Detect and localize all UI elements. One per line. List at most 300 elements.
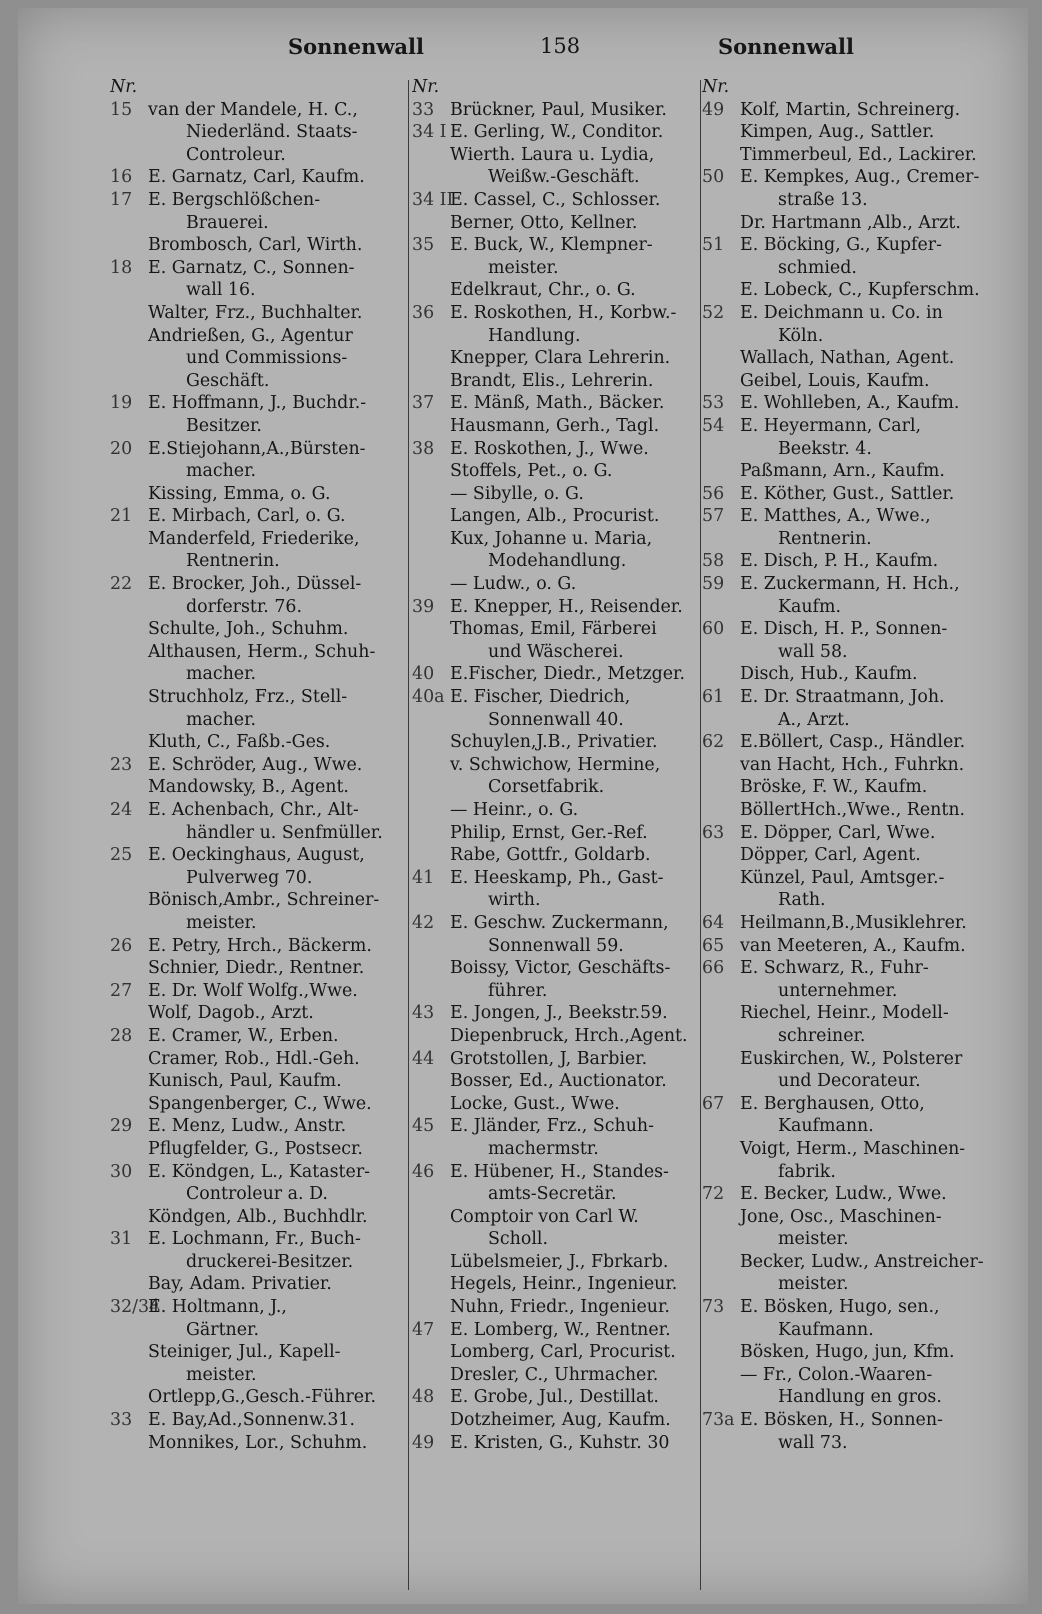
entry-text: Brandt, Elis., Lehrerin.	[450, 370, 654, 391]
resident-row	[110, 1341, 410, 1364]
resident-row	[110, 889, 410, 912]
house-number: 49	[412, 1432, 435, 1453]
entry-text: E.Fischer, Diedr., Metzger.	[450, 664, 685, 685]
entry-text: und Wäscherei.	[488, 641, 624, 662]
entry-text: E. Köther, Gust., Sattler.	[740, 483, 955, 504]
entry-continuation	[110, 279, 410, 302]
entry-text: Kunisch, Paul, Kaufm.	[148, 1071, 342, 1092]
house-number: 66	[702, 958, 725, 979]
entry-row	[110, 754, 410, 777]
entry-text: E. Berghausen, Otto,	[740, 1093, 925, 1114]
entry-text: Brauerei.	[186, 212, 269, 233]
entry-text: Althausen, Herm., Schuh-	[148, 641, 376, 662]
house-number: 41	[412, 867, 435, 888]
entry-row	[702, 618, 1002, 641]
entry-row	[702, 731, 1002, 754]
entry-row	[412, 234, 702, 257]
resident-row	[412, 1206, 702, 1229]
header-street-left: Sonnenwall	[288, 34, 424, 59]
entry-row	[110, 166, 410, 189]
resident-row	[702, 1341, 1002, 1364]
entry-text: Kluth, C., Faßb.-Ges.	[148, 732, 331, 753]
entry-row	[412, 1048, 702, 1071]
house-number: 43	[412, 1003, 435, 1024]
entry-continuation	[110, 460, 410, 483]
entry-continuation	[110, 347, 410, 370]
resident-row	[702, 1364, 1002, 1387]
column-heading	[412, 76, 702, 99]
house-number: 42	[412, 912, 435, 933]
entry-text: E.Stiejohann,A.,Bürsten-	[148, 438, 366, 459]
entry-continuation	[702, 641, 1002, 664]
house-number: 63	[702, 822, 725, 843]
entry-text: E. Zuckermann, H. Hch.,	[740, 574, 960, 595]
entry-continuation	[702, 1228, 1002, 1251]
entry-text: — Sibylle, o. G.	[450, 483, 584, 504]
resident-row	[702, 1251, 1002, 1274]
entry-text: Pflugfelder, G., Postsecr.	[148, 1138, 363, 1159]
house-number: 64	[702, 912, 725, 933]
resident-row	[412, 1093, 702, 1116]
entry-text: E. Böcking, G., Kupfer-	[740, 235, 942, 256]
entry-row	[702, 1296, 1002, 1319]
entry-text: E. Buck, W., Klempner-	[450, 235, 653, 256]
entry-row	[110, 257, 410, 280]
entry-text: Künzel, Paul, Amtsger.-	[740, 867, 945, 888]
house-number: 60	[702, 619, 725, 640]
entry-text: van Meeteren, A., Kaufm.	[740, 935, 966, 956]
entry-continuation	[110, 1183, 410, 1206]
entry-continuation	[702, 528, 1002, 551]
house-number: 49	[702, 99, 725, 120]
house-number: 58	[702, 551, 725, 572]
entry-row	[110, 392, 410, 415]
entry-row	[702, 686, 1002, 709]
entry-continuation	[412, 166, 702, 189]
entry-text: Bosser, Ed., Auctionator.	[450, 1071, 667, 1092]
entry-text: Kaufmann.	[778, 1116, 874, 1137]
entry-continuation	[110, 663, 410, 686]
entry-text: E. Schröder, Aug., Wwe.	[148, 754, 363, 775]
entry-text: E. Fischer, Diedrich,	[450, 687, 631, 708]
entry-text: E. Lomberg, W., Rentner.	[450, 1319, 671, 1340]
house-number: 23	[110, 754, 133, 775]
entry-text: Disch, Hub., Kaufm.	[740, 664, 918, 685]
entry-text: Nr.	[702, 77, 730, 97]
entry-continuation	[412, 641, 702, 664]
entry-text: — Heinr., o. G.	[450, 800, 579, 820]
entry-text: E. Knepper, H., Reisender.	[450, 596, 683, 617]
entry-text: und Commissions-	[186, 348, 348, 369]
entry-text: Schuylen,J.B., Privatier.	[450, 732, 658, 753]
entry-continuation	[110, 1251, 410, 1274]
entry-continuation	[110, 212, 410, 235]
entry-text: E. Deichmann u. Co. in	[740, 302, 943, 323]
entry-text: E. Kempkes, Aug., Cremer-	[740, 167, 980, 188]
entry-row	[110, 99, 410, 122]
house-number: 40	[412, 664, 435, 685]
resident-row	[110, 1206, 410, 1229]
entry-text: E. Heyermann, Carl,	[740, 415, 922, 436]
entry-text: Bösken, Hugo, jun, Kfm.	[740, 1342, 955, 1363]
resident-row	[110, 1273, 410, 1296]
entry-text: E. Kristen, G., Kuhstr. 30	[450, 1432, 670, 1453]
entry-text: E. Köndgen, L., Kataster-	[148, 1161, 371, 1182]
entry-text: E. Jländer, Frz., Schuh-	[450, 1116, 654, 1137]
entry-text: Sonnenwall 40.	[488, 709, 624, 730]
entry-row	[412, 1002, 702, 1025]
house-number: 73	[702, 1297, 725, 1318]
entry-row	[110, 1228, 410, 1251]
entry-continuation	[110, 370, 410, 393]
entry-text: E. Dr. Straatmann, Joh.	[740, 687, 945, 708]
entry-text: Scholl.	[488, 1229, 548, 1250]
entry-text: Handlung.	[488, 325, 581, 346]
entry-text: E. Garnatz, Carl, Kaufm.	[148, 167, 365, 188]
house-number: 36	[412, 302, 435, 323]
resident-row	[412, 822, 702, 845]
resident-row	[412, 618, 702, 641]
directory-page	[18, 8, 1028, 1604]
entry-text: E. Becker, Ludw., Wwe.	[740, 1184, 947, 1205]
entry-text: Spangenberger, C., Wwe.	[148, 1093, 372, 1114]
entry-text: Bröske, F. W., Kaufm.	[740, 777, 928, 798]
entry-text: händler u. Senfmüller.	[186, 822, 383, 843]
entry-text: E. Bay,Ad.,Sonnenw.31.	[148, 1410, 355, 1431]
entry-row	[702, 935, 1002, 958]
entry-text: straße 13.	[778, 189, 868, 210]
entry-row	[412, 302, 702, 325]
entry-text: Controleur a. D.	[186, 1184, 328, 1205]
house-number: 52	[702, 302, 725, 323]
house-number: 50	[702, 167, 725, 188]
entry-row	[702, 1093, 1002, 1116]
entry-text: Berner, Otto, Kellner.	[450, 212, 638, 233]
resident-row	[412, 505, 702, 528]
entry-text: Jone, Osc., Maschinen-	[740, 1206, 942, 1227]
house-number: 46	[412, 1161, 435, 1182]
entry-text: BöllertHch.,Wwe., Rentn.	[740, 800, 966, 820]
entry-continuation	[110, 867, 410, 890]
resident-row	[412, 347, 702, 370]
entry-text: Kux, Johanne u. Maria,	[450, 528, 653, 549]
resident-row	[412, 1409, 702, 1432]
entry-row	[110, 1409, 410, 1432]
entry-text: wall 16.	[186, 280, 256, 301]
resident-row	[412, 1070, 702, 1093]
entry-continuation	[110, 1319, 410, 1342]
house-number: 67	[702, 1093, 725, 1114]
house-number: 25	[110, 845, 133, 866]
resident-row	[412, 370, 702, 393]
house-number: 56	[702, 483, 725, 504]
entry-text: E. Dr. Wolf Wolfg.,Wwe.	[148, 980, 358, 1001]
entry-continuation	[702, 1319, 1002, 1342]
house-number: 53	[702, 393, 725, 414]
entry-row	[702, 392, 1002, 415]
house-number: 44	[412, 1048, 435, 1069]
entry-text: amts-Secretär.	[488, 1184, 617, 1205]
resident-row	[412, 483, 702, 506]
entry-row	[110, 573, 410, 596]
resident-row	[110, 731, 410, 754]
entry-row	[412, 189, 702, 212]
resident-row	[702, 144, 1002, 167]
resident-row	[702, 1048, 1002, 1071]
entry-text: meister.	[186, 912, 257, 933]
resident-row	[110, 1386, 410, 1409]
entry-text: E. Geschw. Zuckermann,	[450, 912, 669, 933]
house-number: 34 II	[412, 189, 454, 210]
resident-row	[702, 212, 1002, 235]
page-header	[18, 28, 1028, 68]
entry-row	[702, 550, 1002, 573]
entry-continuation	[702, 1115, 1002, 1138]
entry-text: Geibel, Louis, Kaufm.	[740, 370, 930, 391]
entry-text: Pulverweg 70.	[186, 867, 313, 888]
entry-text: Knepper, Clara Lehrerin.	[450, 348, 671, 369]
resident-row	[110, 686, 410, 709]
resident-row	[702, 799, 1002, 822]
entry-text: E. Hübener, H., Standes-	[450, 1161, 669, 1182]
entry-row	[702, 99, 1002, 122]
resident-row	[110, 957, 410, 980]
resident-row	[702, 1138, 1002, 1161]
entry-text: Bay, Adam. Privatier.	[148, 1274, 332, 1295]
resident-row	[412, 1251, 702, 1274]
entry-continuation	[412, 776, 702, 799]
entry-text: E. Roskothen, H., Korbw.-	[450, 302, 677, 323]
entry-continuation	[412, 1228, 702, 1251]
entry-text: Lübelsmeier, J., Fbrkarb.	[450, 1251, 669, 1272]
entry-continuation	[110, 121, 410, 144]
entry-text: Voigt, Herm., Maschinen-	[740, 1138, 966, 1159]
entry-text: macher.	[186, 461, 257, 482]
entry-text: Rabe, Gottfr., Goldarb.	[450, 845, 651, 866]
entry-text: schmied.	[778, 257, 857, 278]
resident-row	[412, 144, 702, 167]
house-number: 72	[702, 1184, 725, 1205]
entry-text: unternehmer.	[778, 980, 898, 1001]
entry-row	[412, 1432, 702, 1455]
entry-text: Locke, Gust., Wwe.	[450, 1093, 620, 1114]
entry-text: Timmerbeul, Ed., Lackirer.	[740, 144, 977, 165]
resident-row	[412, 1273, 702, 1296]
entry-continuation	[110, 912, 410, 935]
entry-text: Handlung en gros.	[778, 1387, 942, 1408]
entry-text: E. Roskothen, J., Wwe.	[450, 438, 649, 459]
entry-row	[412, 392, 702, 415]
entry-row	[110, 935, 410, 958]
house-number: 32/34	[110, 1297, 161, 1318]
entry-text: Comptoir von Carl W.	[450, 1206, 639, 1227]
entry-text: Wolf, Dagob., Arzt.	[148, 1003, 314, 1024]
entry-text: E. Disch, H. P., Sonnen-	[740, 619, 948, 640]
entry-text: Schulte, Joh., Schuhm.	[148, 619, 349, 640]
entry-text: macher.	[186, 709, 257, 730]
entry-text: Hausmann, Gerh., Tagl.	[450, 415, 660, 436]
entry-text: Kaufmann.	[778, 1319, 874, 1340]
entry-row	[702, 822, 1002, 845]
entry-text: Mandowsky, B., Agent.	[148, 777, 349, 798]
entry-row	[110, 1161, 410, 1184]
entry-text: E. Achenbach, Chr., Alt-	[148, 800, 359, 820]
entry-row	[702, 505, 1002, 528]
resident-row	[702, 776, 1002, 799]
entry-text: Wierth. Laura u. Lydia,	[450, 144, 655, 165]
entry-text: meister.	[778, 1229, 849, 1250]
house-number: 45	[412, 1116, 435, 1137]
resident-row	[110, 483, 410, 506]
entry-text: E. Döpper, Carl, Wwe.	[740, 822, 936, 843]
entry-text: A., Arzt.	[778, 709, 850, 730]
resident-row	[110, 1002, 410, 1025]
entry-row	[412, 912, 702, 935]
entry-text: Kolf, Martin, Schreinerg.	[740, 99, 961, 120]
entry-text: Manderfeld, Friederike,	[148, 528, 360, 549]
entry-text: wirth.	[488, 890, 541, 911]
entry-text: meister.	[186, 1364, 257, 1385]
entry-row	[702, 415, 1002, 438]
entry-text: Niederländ. Staats-	[186, 122, 358, 143]
entry-text: Grotstollen, J, Barbier.	[450, 1048, 648, 1069]
house-number: 33	[110, 1410, 133, 1431]
entry-text: Wallach, Nathan, Agent.	[740, 348, 955, 369]
resident-row	[702, 370, 1002, 393]
entry-text: Lomberg, Carl, Procurist.	[450, 1342, 676, 1363]
entry-text: E. Matthes, A., Wwe.,	[740, 506, 931, 527]
entry-text: E.Böllert, Casp., Händler.	[740, 732, 966, 753]
house-number: 65	[702, 935, 725, 956]
entry-row	[412, 1319, 702, 1342]
column-heading	[702, 76, 1002, 99]
column-1	[110, 76, 410, 1454]
entry-text: Kimpen, Aug., Sattler.	[740, 122, 935, 143]
house-number: 27	[110, 980, 133, 1001]
house-number: 29	[110, 1116, 133, 1137]
resident-row	[702, 347, 1002, 370]
house-number: 16	[110, 167, 133, 188]
entry-row	[412, 1386, 702, 1409]
resident-row	[110, 1048, 410, 1071]
resident-row	[412, 844, 702, 867]
resident-row	[110, 1070, 410, 1093]
entry-text: — Ludw., o. G.	[450, 574, 577, 595]
page-number: 158	[540, 34, 581, 58]
entry-text: E. Hoffmann, J., Buchdr.-	[148, 393, 367, 414]
entry-text: Philip, Ernst, Ger.-Ref.	[450, 822, 648, 843]
entry-text: Sonnenwall 59.	[488, 935, 624, 956]
entry-row	[412, 867, 702, 890]
entry-row	[702, 1183, 1002, 1206]
entry-text: Modehandlung.	[488, 551, 627, 572]
house-number: 33	[412, 99, 435, 120]
entry-text: Köln.	[778, 325, 824, 346]
entry-text: Struchholz, Frz., Stell-	[148, 687, 348, 708]
entry-continuation	[702, 325, 1002, 348]
house-number: 73a	[702, 1410, 735, 1431]
entry-continuation	[110, 596, 410, 619]
entry-continuation	[702, 257, 1002, 280]
entry-text: Becker, Ludw., Anstreicher-	[740, 1251, 984, 1272]
entry-text: Geschäft.	[186, 370, 270, 391]
house-number: 30	[110, 1161, 133, 1182]
entry-text: E. Garnatz, C., Sonnen-	[148, 257, 355, 278]
resident-row	[110, 1432, 410, 1455]
entry-text: Rath.	[778, 890, 826, 911]
resident-row	[412, 799, 702, 822]
entry-continuation	[412, 325, 702, 348]
entry-text: van der Mandele, H. C.,	[148, 99, 358, 120]
entry-text: und Decorateur.	[778, 1071, 921, 1092]
entry-text: E. Petry, Hrch., Bäckerm.	[148, 935, 372, 956]
entry-text: E. Mänß, Math., Bäcker.	[450, 393, 665, 414]
entry-text: führer.	[488, 980, 548, 1001]
entry-continuation	[110, 822, 410, 845]
entry-continuation	[702, 189, 1002, 212]
entry-continuation	[702, 709, 1002, 732]
entry-text: Köndgen, Alb., Buchhdlr.	[148, 1206, 368, 1227]
resident-row	[412, 573, 702, 596]
entry-continuation	[702, 438, 1002, 461]
entry-row	[110, 844, 410, 867]
entry-text: Nuhn, Friedr., Ingenieur.	[450, 1297, 670, 1318]
entry-text: E. Cramer, W., Erben.	[148, 1025, 339, 1046]
entry-text: Gärtner.	[186, 1319, 259, 1340]
entry-text: Paßmann, Arn., Kaufm.	[740, 461, 945, 482]
resident-row	[412, 528, 702, 551]
resident-row	[702, 867, 1002, 890]
entry-continuation	[110, 550, 410, 573]
resident-row	[702, 663, 1002, 686]
entry-text: E. Wohlleben, A., Kaufm.	[740, 393, 960, 414]
entry-text: Edelkraut, Chr., o. G.	[450, 280, 636, 301]
entry-row	[702, 234, 1002, 257]
resident-row	[110, 618, 410, 641]
house-number: 39	[412, 596, 435, 617]
entry-text: schreiner.	[778, 1025, 866, 1046]
entry-text: E. Bösken, Hugo, sen.,	[740, 1297, 940, 1318]
entry-text: E. Lochmann, Fr., Buch-	[148, 1229, 361, 1250]
resident-row	[412, 460, 702, 483]
resident-row	[110, 1093, 410, 1116]
entry-text: Nr.	[412, 77, 440, 97]
entry-text: E. Mirbach, Carl, o. G.	[148, 506, 346, 527]
entry-text: Cramer, Rob., Hdl.-Geh.	[148, 1048, 360, 1069]
entry-row	[412, 1115, 702, 1138]
resident-row	[110, 302, 410, 325]
entry-continuation	[702, 1025, 1002, 1048]
resident-row	[702, 754, 1002, 777]
entry-text: Steiniger, Jul., Kapell-	[148, 1342, 341, 1363]
entry-row	[702, 1409, 1002, 1432]
entry-continuation	[702, 889, 1002, 912]
house-number: 61	[702, 687, 725, 708]
house-number: 48	[412, 1387, 435, 1408]
house-number: 15	[110, 99, 133, 120]
entry-text: Riechel, Heinr., Modell-	[740, 1003, 949, 1024]
house-number: 17	[110, 189, 133, 210]
entry-text: E. Lobeck, C., Kupferschm.	[740, 280, 980, 301]
entry-row	[702, 302, 1002, 325]
house-number: 26	[110, 935, 133, 956]
entry-continuation	[110, 709, 410, 732]
entry-continuation	[110, 1364, 410, 1387]
entry-text: Controleur.	[186, 144, 286, 165]
entry-row	[412, 1161, 702, 1184]
entry-text: Kaufm.	[778, 596, 842, 617]
entry-row	[110, 799, 410, 822]
